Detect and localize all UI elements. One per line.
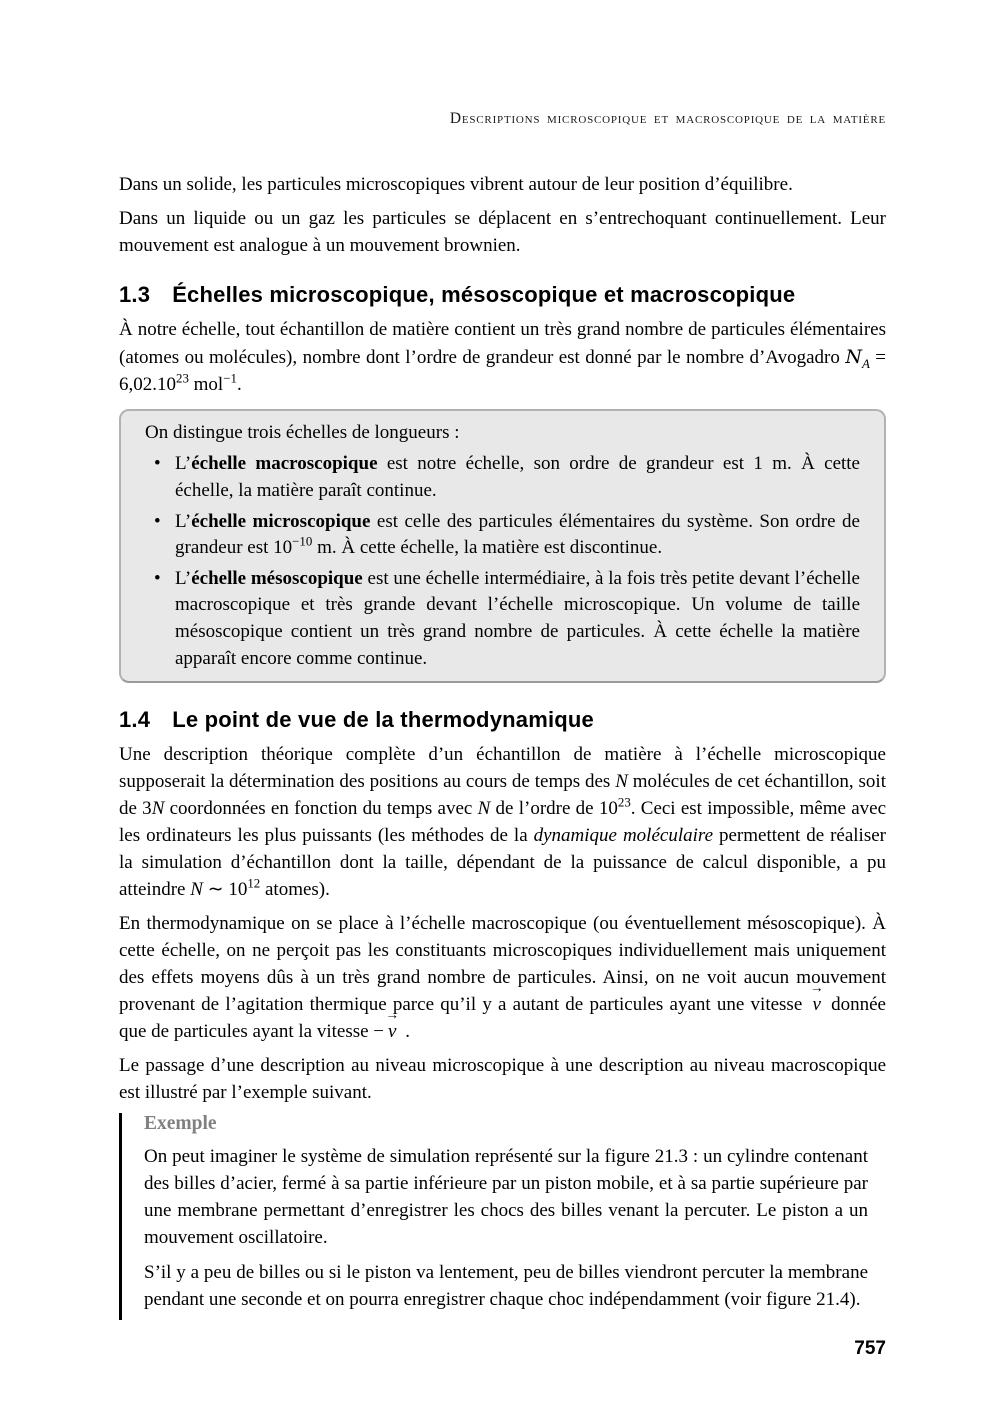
superscript-minus-10: −10	[292, 533, 313, 549]
superscript-minus-1: −1	[223, 370, 237, 386]
text-run: est une échelle intermédiaire, à la fois très petite devant l’échelle macroscopique et très grande devant l’échelle microscopique. Un volume de taille mésoscopique contient un très grand nombre de particules. À cette échelle la matière apparaît encore comme continue.	[175, 567, 860, 669]
section-1-4-title: Le point de vue de la thermodynamique	[172, 707, 594, 733]
text-run: molécules de cet échantillon, soit de 3	[119, 771, 886, 820]
subscript-A: A	[861, 355, 870, 371]
list-item-echelle-macroscopique	[145, 451, 860, 504]
variable-N: N	[615, 771, 628, 793]
example-block	[119, 1113, 886, 1320]
intro-paragraph-liquide-gaz: Dans un liquide ou un gaz les particules se déplacent en s’entrechoquant continuellement. Leur mouvement est analogue à un mouvement brownien.	[119, 207, 886, 256]
section-1-4-paragraph-3: Le passage d’une description au niveau microscopique à une description au niveau macroscopique est illustré par l’exemple suivant.	[119, 1054, 886, 1103]
superscript-23: 23	[617, 794, 631, 810]
text-run: L’	[175, 510, 192, 532]
text-run: Une description théorique complète d’un échantillon de matière à l’échelle microscopique supposerait la détermination des positions au cours de temps des	[119, 744, 886, 793]
superscript-12: 12	[247, 875, 261, 891]
text-run: m. À cette échelle, la matière est discontinue.	[312, 537, 663, 559]
example-paragraph-2: S’il y a peu de billes ou si le piston va lentement, peu de billes viendront percuter la membrane pendant une seconde et on pourra enregistrer chaque choc indépendamment (voir figure 21.4).	[144, 1261, 868, 1310]
section-1-4-paragraph-1	[119, 742, 886, 904]
velocity-vector-symbol: → v	[387, 1019, 397, 1046]
page-content-column	[119, 0, 886, 1360]
text-run: L’	[175, 567, 192, 589]
variable-N: N	[477, 798, 491, 820]
velocity-vector-symbol: → v	[811, 992, 821, 1019]
term-dynamique-moleculaire: dynamique moléculaire	[533, 825, 714, 847]
variable-N: N	[151, 798, 165, 820]
variable-N: N	[190, 879, 203, 900]
term-echelle-microscopique: échelle microscopique	[191, 510, 371, 532]
text-run: mol	[188, 373, 224, 395]
term-echelle-macroscopique: échelle macroscopique	[191, 453, 378, 475]
text-run: .	[400, 1020, 410, 1042]
text-run: = 6,02.10	[119, 346, 886, 395]
section-1-3-number: 1.3	[119, 281, 151, 307]
text-run: En thermodynamique on se place à l’échelle macroscopique (ou éventuellement mésoscopique). À cette échelle, on ne perçoit pas les constituants microscopiques individuellement mais uniquement des effets moyens dûs à un très grand nombre de particules. Ainsi, on ne voit aucun mouvement provenant de l’agitation thermique parce qu’il y a autant de particules ayant une vitesse	[119, 912, 886, 1015]
running-header: Descriptions microscopique et macroscopique de la matière	[449, 110, 886, 127]
superscript-23: 23	[176, 370, 189, 386]
section-1-4-number: 1.4	[119, 707, 151, 733]
example-label: Exemple	[144, 1112, 217, 1134]
text-run: À notre échelle, tout échantillon de matière contient un très grand nombre de particules élémentaires (atomes ou molécules), nombre dont l’ordre de grandeur est donné par le nombre d’Avogadro	[119, 318, 886, 368]
avogadro-number-symbol: N	[845, 345, 862, 368]
section-1-4-paragraph-2	[119, 911, 886, 1046]
text-run: donnée que de particules ayant la vitesse −	[119, 993, 886, 1042]
definition-box-echelles	[119, 409, 886, 683]
section-1-3-title: Échelles microscopique, mésoscopique et macroscopique	[172, 281, 796, 307]
page-number: 757	[854, 1337, 886, 1359]
text-run: .	[236, 373, 242, 395]
term-echelle-mesoscopique: échelle mésoscopique	[191, 567, 363, 589]
text-run: est notre échelle, son ordre de grandeur est 1 m. À cette échelle, la matière paraît continue.	[175, 453, 860, 501]
list-item-echelle-microscopique	[145, 509, 860, 562]
text-run: ∼ 10	[202, 879, 248, 900]
intro-paragraph-solide: Dans un solide, les particules microscopiques vibrent autour de leur position d’équilibre.	[119, 174, 793, 195]
text-run: L’	[175, 453, 192, 475]
section-1-3-paragraph	[119, 317, 886, 399]
text-run: coordonnées en fonction du temps avec	[164, 798, 478, 820]
text-run: est celle des particules élémentaires du système. Son ordre de grandeur est 10	[175, 510, 860, 559]
scales-list	[145, 451, 860, 672]
text-run: permettent de réaliser la simulation d’échantillon dont la taille, dépendant de la puissance de calcul disponible, a pu atteindre	[119, 825, 886, 900]
list-item-echelle-mesoscopique	[145, 566, 860, 672]
text-run: . Ceci est impossible, même avec les ordinateurs les plus puissants (les méthodes de la	[119, 798, 887, 847]
text-run: atomes).	[260, 879, 330, 900]
section-heading-1-3	[119, 282, 886, 308]
definition-box-intro: On distingue trois échelles de longueurs :	[145, 421, 460, 443]
text-run: de l’ordre de 10	[490, 798, 618, 820]
section-heading-1-4	[119, 707, 886, 733]
example-paragraph-1: On peut imaginer le système de simulation représenté sur la figure 21.3 : un cylindre contenant des billes d’acier, fermé à sa partie inférieure par un piston mobile, et à sa partie supérieure par une membrane permettant d’enregistrer les chocs des billes venant la percuter. Le piston a un mouvement oscillatoire.	[144, 1145, 868, 1248]
